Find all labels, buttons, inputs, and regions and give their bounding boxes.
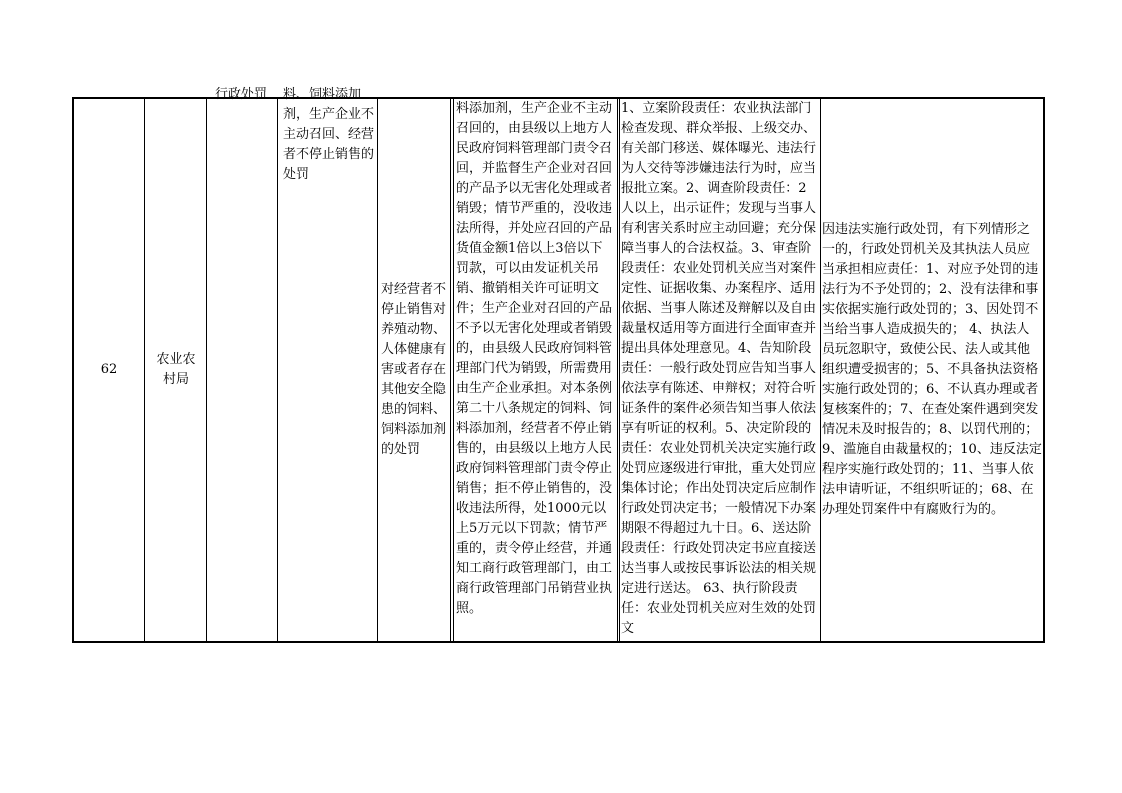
table-line	[617, 97, 618, 643]
table-line	[377, 97, 378, 643]
sub-item-cell	[380, 99, 448, 641]
sub-item-text: 对经营者不停止销售对养殖动物、人体健康有害或者存在其他安全隐患的饲料、饲料添加剂的处罚	[381, 282, 447, 457]
basis-cell	[455, 99, 616, 641]
table-line	[450, 97, 451, 643]
responsibility-text: 1、立案阶段责任：农业执法部门检查发现、群众举报、上级交办、有关部门移送、媒体曝光、违法行为人交待等涉嫌违法行为时，应当报批立案。2、调查阶段责任：2人以上，出示证件；发现与当事人有利害关系时应主动回避；充分保障当事人的合法权益。3、审查阶段责任：农业处罚机关应当对案件定性、证据收集、办案程序、适用依据、当事人陈述及辩解以及自由裁量权适用等方面进行全面审查并提出具体处理意见。4、告知阶段责任：一般行政处罚应告知当事人依法享有陈述、申辩权；对符合听证条件的案件必须告知当事人依法享有听证的权利。5、决定阶段的责任：农业处罚机关决定实施行政处罚应逐级进行审批，重大处罚应集体讨论；作出处罚决定后应制作行政处罚决定书；一般情况下办案期限不得超过九十日。6、送达阶段责任：行政处罚决定书应直接送达当事人或按民事诉讼法的相关规定进行送达。 63、执行阶段责任：农业处罚机关应对生效的处罚文	[621, 101, 817, 636]
department-cell	[147, 99, 205, 641]
table-line	[619, 97, 620, 643]
category-cell	[208, 87, 276, 641]
basis-text: 料添加剂，生产企业不主动召回的，由县级以上地方人民政府饲料管理部门责令召回，并监督生产企业对召回的产品予以无害化处理或者销毁；情节严重的，没收违法所得，并处应召回的产品货值金额1倍以上3倍以下罚款，可以由发证机关吊销、撤销相关许可证明文件；生产企业对召回的产品不予以无害化处理或者销毁的，由县级人民政府饲料管理部门代为销毁，所需费用由生产企业承担。对本条例第二十八条规定的饲料、饲料添加剂，经营者不停止销售的，由县级以上地方人民政府饲料管理部门责令停止销售；拒不停止销售的，没收违法所得，处1000元以上5万元以下罚款；情节严重的，责令停止经营，并通知工商行政管理部门，由工商行政管理部门吊销营业执照。	[456, 101, 613, 616]
accountability-text: 因违法实施行政处罚，有下列情形之一的，行政处罚机关及其执法人员应当承担相应责任：1、对应予处罚的违法行为不予处罚的；2、没有法律和事实依据实施行政处罚的；3、因处罚不当给当事人造成损失的； 4、执法人员玩忽职守，致使公民、法人或其他组织遭受损害的；5、不具备执法资格实施行政处罚的；6、不认真办理或者复核案件的；7、在查处案件遇到突发情况未及时报告的；8、以罚代刑的；9、滥施自由裁量权的；10、违反法定程序实施行政处罚的；11、当事人依法申请听证，不组织听证的；68、在办理处罚案件中有腐败行为的。	[822, 222, 1042, 517]
item-name-cell	[279, 87, 376, 641]
item-name-text: 料、饲料添加剂，生产企业不主动召回、经营者不停止销售的处罚	[283, 87, 375, 182]
table-line	[277, 97, 278, 643]
table-line	[1043, 97, 1045, 643]
accountability-cell	[822, 99, 1042, 641]
seq-number: 62	[100, 362, 118, 377]
table-line	[820, 97, 821, 643]
table-line	[453, 97, 454, 643]
table-line	[206, 97, 207, 643]
responsibility-cell	[621, 99, 819, 641]
department-name: 农业农村局	[156, 352, 196, 387]
table-line	[73, 641, 1045, 643]
seq-cell	[74, 99, 144, 641]
table-line	[144, 97, 145, 643]
category-text: 行政处罚	[215, 87, 268, 102]
